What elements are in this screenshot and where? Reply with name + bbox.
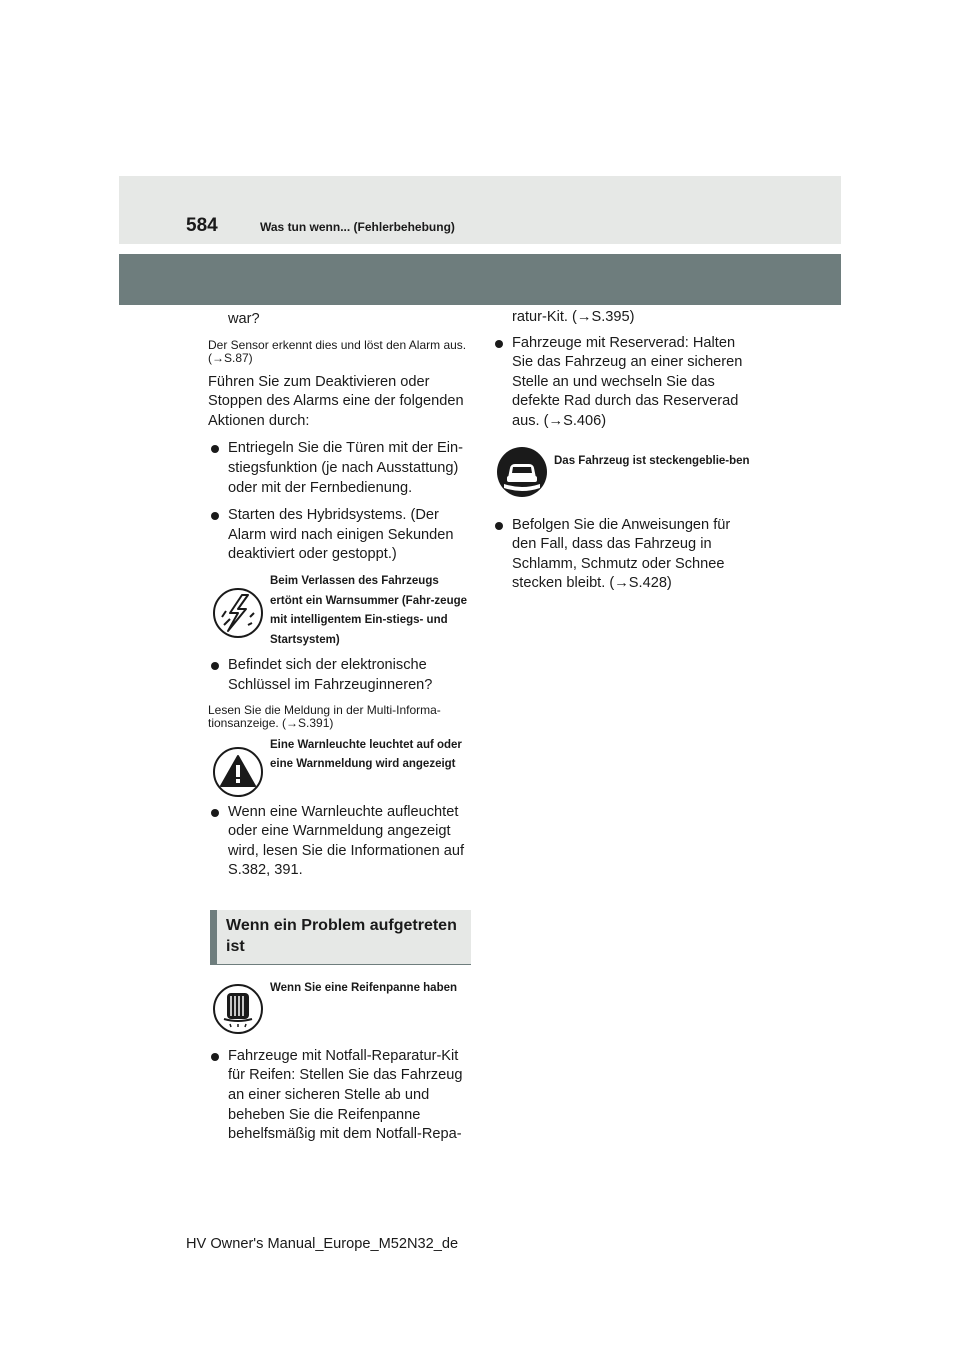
sub-heading-buzzer (208, 572, 471, 650)
header-band (119, 176, 841, 244)
bullet-text: Wenn eine Warnleuchte aufleuchtet oder eine Warnmeldung angezeigt wird, lesen Sie die Informationen auf S.382, 391. (228, 803, 465, 879)
stuck-vehicle-icon (496, 446, 548, 498)
sensor-note: Der Sensor erkennt dies und löst den Alarm aus. (→S.87) (208, 337, 467, 365)
chapter-title: Was tun wenn... (Fehlerbehebung) (260, 220, 455, 234)
sub-heading-text: Das Fahrzeug ist steckengeblie-ben (554, 454, 750, 467)
bullet-dot (211, 662, 219, 670)
warning-triangle-icon (212, 746, 264, 798)
footer-manual-id: HV Owner's Manual_Europe_M52N32_de (186, 1236, 459, 1252)
buzzer-alert-icon (212, 587, 264, 639)
bullet-text: Fahrzeuge mit Reserverad: Halten Sie das Fahrzeug an einer sicheren Stelle an und wechseln Sie das defekte Rad durch das Reserverad aus. (→S.406) (512, 334, 743, 429)
sub-heading-stuck (492, 452, 755, 512)
sub-heading-text: Wenn Sie eine Reifenpanne haben (270, 981, 458, 994)
bullet-dot (211, 1053, 219, 1061)
list-item (208, 506, 471, 565)
sub-heading-text: Beim Verlassen des Fahrzeugs ertönt ein Warnsummer (Fahr-zeuge mit intelligentem Ein-stiegs- und Startsystem) (270, 574, 468, 646)
continued-text: ratur-Kit. (→S.395) (512, 309, 635, 325)
list-item (492, 516, 755, 594)
left-column (208, 306, 471, 1145)
bullet-dot (211, 512, 219, 520)
bullet-dot (211, 445, 219, 453)
sub-heading-tire (208, 979, 471, 1039)
header-dark-band (119, 254, 841, 305)
bullet-text: Fahrzeuge mit Notfall-Reparatur-Kit für Reifen: Stellen Sie das Fahrzeug an einer sicheren Stelle ab und beheben Sie die Reifenpanne behelfsmäßig mit dem Notfall-Repa- (228, 1047, 463, 1143)
bullet-text: Entriegeln Sie die Türen mit der Ein-stiegsfunktion (je nach Ausstattung) oder mit der Fernbedienung. (228, 440, 463, 496)
bullet-dot (211, 809, 219, 817)
page-number: 584 (186, 215, 218, 236)
list-item (208, 439, 471, 498)
bullet-dot (495, 522, 503, 530)
list-item (208, 1047, 471, 1145)
flat-tire-icon (212, 983, 264, 1035)
bullet-text: Befindet sich der elektronische Schlüssel im Fahrzeuginneren? (228, 657, 433, 693)
sub-heading-text: Eine Warnleuchte leuchtet auf oder eine Warnmeldung wird angezeigt (270, 738, 462, 771)
deactivate-intro: Führen Sie zum Deaktivieren oder Stoppen des Alarms eine der folgenden Aktionen durch: (208, 373, 464, 429)
list-item (208, 803, 471, 881)
bullet-text: Starten des Hybridsystems. (Der Alarm wird nach einigen Sekunden deaktiviert oder gestoppt.) (228, 507, 454, 563)
bullet-dot (495, 340, 503, 348)
multi-info-note: Lesen Sie die Meldung in der Multi-Informa-tionsanzeige. (→S.391) (208, 702, 441, 730)
bullet-text: Befolgen Sie die Anweisungen für den Fall, dass das Fahrzeug in Schlamm, Schmutz oder Schnee stecken bleibt. (→S.428) (512, 516, 731, 592)
list-item (492, 334, 755, 432)
section-title: Wenn ein Problem aufgetreten ist (226, 916, 457, 955)
sub-heading-warning (208, 736, 471, 796)
right-column (492, 306, 755, 594)
section-heading (210, 910, 471, 965)
text-war: war? (228, 311, 260, 327)
list-item (208, 656, 471, 695)
